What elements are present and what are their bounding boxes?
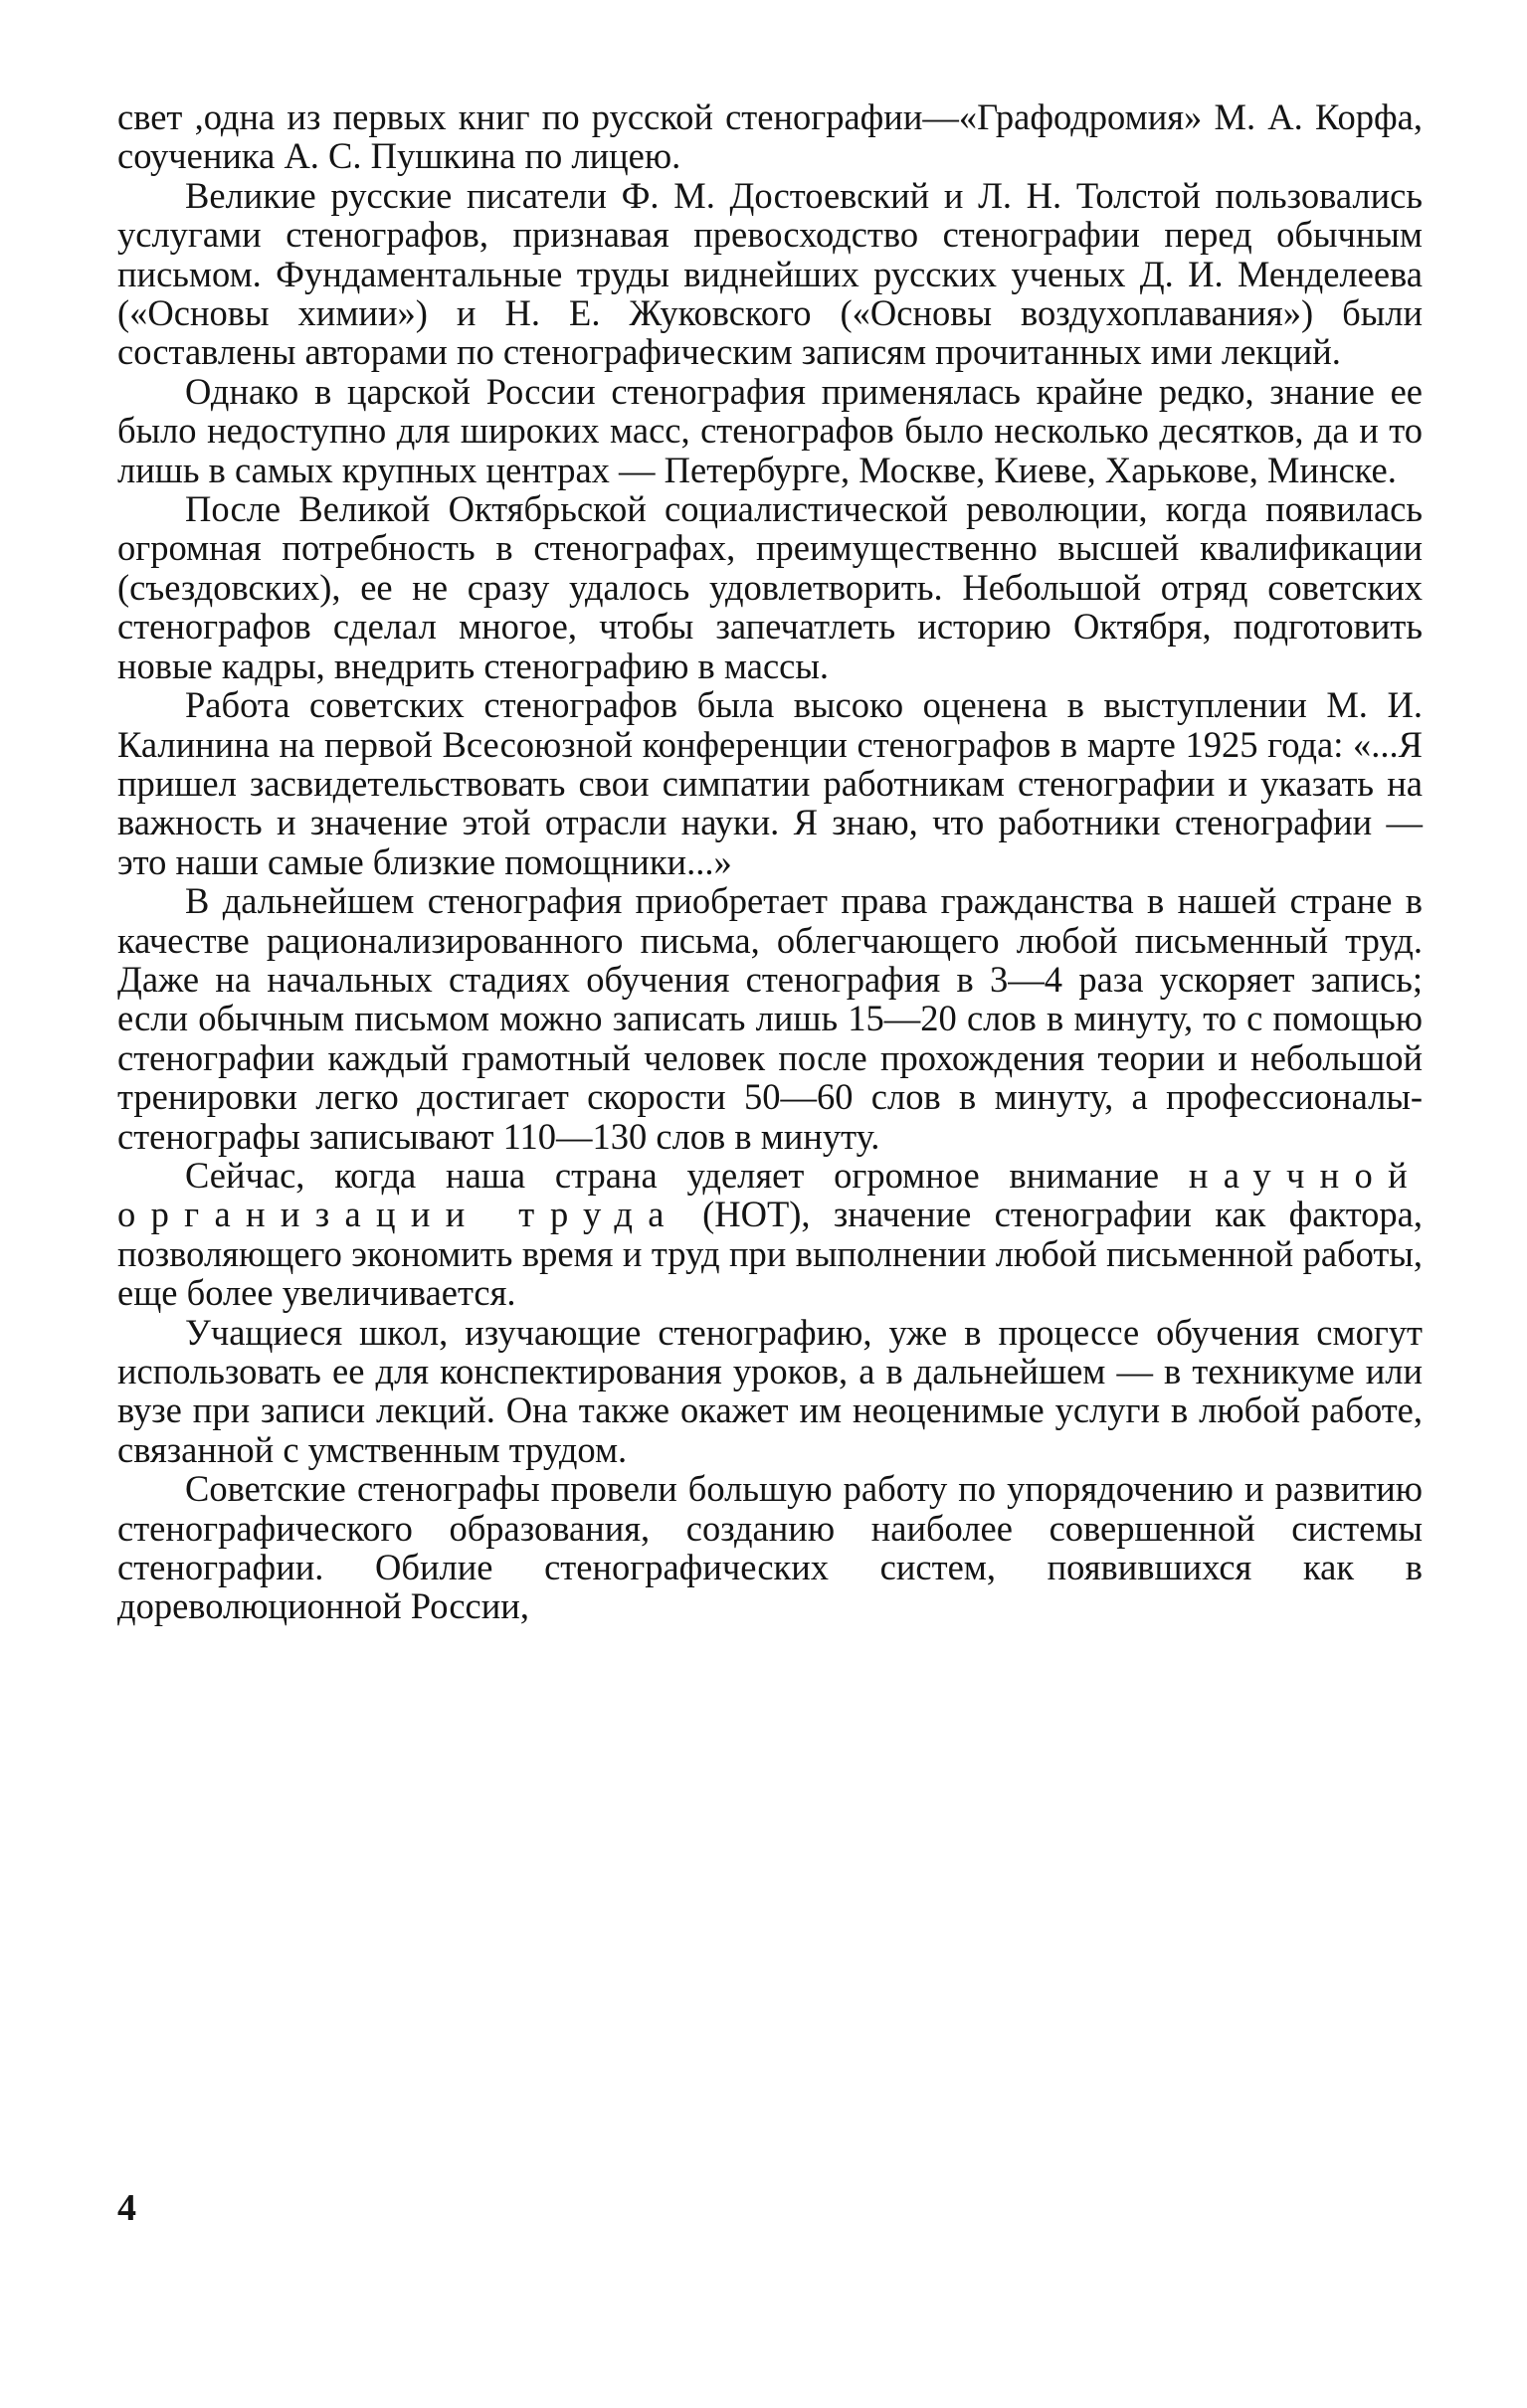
page-number: 4 (117, 2187, 136, 2229)
paragraph-5: Работа советских стенографов была высоко оценена в выступлении М. И. Калинина на первой Всесоюзной конференции стенографов в марте 1925 года: «...Я пришел засвидетельствовать свои симпатии работникам стенографии и указать на важность и значение этой отрасли науки. Я знаю, что работники стенографии — это наши самые близкие помощники...» (117, 684, 1423, 882)
paragraph-3: Однако в царской России стенография применялась крайне редко, знание ее было недоступно для широких масс, стенографов было несколько десятков, да и то лишь в самых крупных центрах — Петербурге, Москве, Киеве, Харькове, Минске. (117, 370, 1423, 490)
paragraph-7-tail: (НОТ), значение стенографии как фактора, позволяющего экономить время и труд при выполнении любой письменной работы, еще более увеличивается. (117, 1194, 1424, 1314)
paragraph-6: В дальнейшем стенография приобретает права гражданства в нашей стране в качестве рационализированного письма, облегчающего любой письменный труд. Даже на начальных стадиях обучения стенография в 3—4 раза ускоряет запись; если обычным письмом можно записать лишь 15—20 слов в минуту, то с помощью стенографии каждый грамотный человек после прохождения теории и небольшой тренировки легко достигает скорости 50—60 слов в минуту, а профессионалы-стенографы записывают 110—130 слов в минуту. (117, 880, 1423, 1157)
paragraph-7-spaced-term: научной организации труда (117, 1154, 1423, 1235)
paragraph-1: свет ,одна из первых книг по русской стенографии—«Графодромия» М. А. Корфа, соученика А. С. Пушкина по лицею. (117, 96, 1423, 177)
paragraph-9: Советские стенографы провели большую работу по упорядочению и развитию стенографического образования, созданию наиболее совершенной системы стенографии. Обилие стенографических систем, появившихся как в дореволюционной России, (117, 1468, 1423, 1627)
paragraph-2: Великие русские писатели Ф. М. Достоевский и Л. Н. Толстой пользовались услугами стенографов, признавая превосходство стенографии перед обычным письмом. Фундаментальные труды виднейших русских ученых Д. И. Менделеева («Основы химии») и Н. Е. Жуковского («Основы воздухоплавания») были составлены авторами по стенографическим записям прочитанных ими лекций. (117, 174, 1423, 373)
paragraph-8: Учащиеся школ, изучающие стенографию, уже в процессе обучения смогут использовать ее для конспектирования уроков, а в дальнейшем — в техникуме или вузе при записи лекций. Она также окажет им неоценимые услуги в любой работе, связанной с умственным трудом. (117, 1311, 1423, 1470)
paragraph-7 (117, 1156, 1423, 1313)
paragraph-4: После Великой Октябрьской социалистической революции, когда появилась огромная потребность в стенографах, преимущественно высшей квалификации (съездовских), ее не сразу удалось удовлетворить. Небольшой отряд советских стенографов сделал многое, чтобы запечатлеть историю Октября, подготовить новые кадры, внедрить стенографию в массы. (117, 488, 1423, 686)
paragraph-7-lead: Сейчас, когда наша страна уделяет огромное внимание (185, 1154, 1189, 1196)
page-body (117, 97, 1423, 1626)
